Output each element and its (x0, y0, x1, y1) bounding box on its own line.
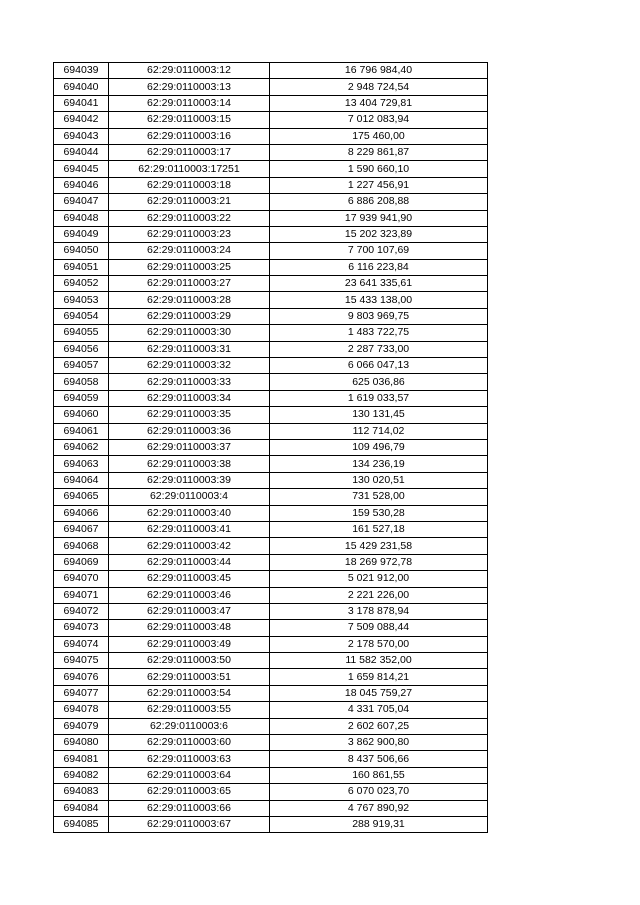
cadastral-value-cell: 1 483 722,75 (270, 325, 488, 341)
cadastral-number-cell: 62:29:0110003:40 (109, 505, 270, 521)
cadastral-number-cell: 62:29:0110003:22 (109, 210, 270, 226)
row-number-cell: 694067 (54, 521, 109, 537)
table-row (54, 653, 488, 669)
table-row (54, 374, 488, 390)
row-number-cell: 694074 (54, 636, 109, 652)
cadastral-number-cell: 62:29:0110003:64 (109, 767, 270, 783)
table-row (54, 767, 488, 783)
row-number-cell: 694077 (54, 685, 109, 701)
cadastral-number-cell: 62:29:0110003:39 (109, 472, 270, 488)
cadastral-value-cell: 4 767 890,92 (270, 800, 488, 816)
cadastral-number-cell: 62:29:0110003:44 (109, 554, 270, 570)
row-number-cell: 694054 (54, 308, 109, 324)
row-number-cell: 694070 (54, 571, 109, 587)
row-number-cell: 694072 (54, 603, 109, 619)
cadastral-value-cell: 112 714,02 (270, 423, 488, 439)
cadastral-value-cell: 134 236,19 (270, 456, 488, 472)
table-row (54, 423, 488, 439)
cadastral-value-cell: 3 862 900,80 (270, 735, 488, 751)
table-body (54, 63, 488, 833)
cadastral-value-cell: 7 012 083,94 (270, 112, 488, 128)
cadastral-value-cell: 15 429 231,58 (270, 538, 488, 554)
table-row (54, 505, 488, 521)
row-number-cell: 694066 (54, 505, 109, 521)
cadastral-number-cell: 62:29:0110003:4 (109, 489, 270, 505)
row-number-cell: 694052 (54, 276, 109, 292)
cadastral-value-cell: 159 530,28 (270, 505, 488, 521)
cadastral-number-cell: 62:29:0110003:46 (109, 587, 270, 603)
table-row (54, 489, 488, 505)
cadastral-number-cell: 62:29:0110003:17 (109, 144, 270, 160)
table-row (54, 472, 488, 488)
row-number-cell: 694084 (54, 800, 109, 816)
cadastral-number-cell: 62:29:0110003:21 (109, 194, 270, 210)
cadastral-value-cell: 1 619 033,57 (270, 390, 488, 406)
row-number-cell: 694051 (54, 259, 109, 275)
cadastral-number-cell: 62:29:0110003:47 (109, 603, 270, 619)
cadastral-value-cell: 8 437 506,66 (270, 751, 488, 767)
row-number-cell: 694061 (54, 423, 109, 439)
table-row (54, 669, 488, 685)
row-number-cell: 694047 (54, 194, 109, 210)
row-number-cell: 694055 (54, 325, 109, 341)
row-number-cell: 694078 (54, 702, 109, 718)
row-number-cell: 694064 (54, 472, 109, 488)
cadastral-value-cell: 625 036,86 (270, 374, 488, 390)
table-row (54, 325, 488, 341)
cadastral-number-cell: 62:29:0110003:13 (109, 79, 270, 95)
row-number-cell: 694080 (54, 735, 109, 751)
row-number-cell: 694048 (54, 210, 109, 226)
table-row (54, 95, 488, 111)
cadastral-number-cell: 62:29:0110003:30 (109, 325, 270, 341)
cadastral-number-cell: 62:29:0110003:34 (109, 390, 270, 406)
table-row (54, 112, 488, 128)
row-number-cell: 694049 (54, 226, 109, 242)
cadastral-number-cell: 62:29:0110003:17251 (109, 161, 270, 177)
table-row (54, 341, 488, 357)
table-row (54, 439, 488, 455)
cadastral-number-cell: 62:29:0110003:45 (109, 571, 270, 587)
table-row (54, 358, 488, 374)
cadastral-number-cell: 62:29:0110003:60 (109, 735, 270, 751)
cadastral-value-cell: 2 602 607,25 (270, 718, 488, 734)
table-row (54, 63, 488, 79)
cadastral-value-cell: 17 939 941,90 (270, 210, 488, 226)
cadastral-value-cell: 161 527,18 (270, 521, 488, 537)
table-row (54, 128, 488, 144)
table-row (54, 636, 488, 652)
table-row (54, 292, 488, 308)
cadastral-number-cell: 62:29:0110003:28 (109, 292, 270, 308)
cadastral-value-cell: 6 070 023,70 (270, 784, 488, 800)
row-number-cell: 694063 (54, 456, 109, 472)
cadastral-number-cell: 62:29:0110003:32 (109, 358, 270, 374)
cadastral-number-cell: 62:29:0110003:25 (109, 259, 270, 275)
row-number-cell: 694065 (54, 489, 109, 505)
cadastral-number-cell: 62:29:0110003:31 (109, 341, 270, 357)
row-number-cell: 694046 (54, 177, 109, 193)
row-number-cell: 694059 (54, 390, 109, 406)
row-number-cell: 694071 (54, 587, 109, 603)
cadastral-value-cell: 23 641 335,61 (270, 276, 488, 292)
table-row (54, 571, 488, 587)
cadastral-value-cell: 2 178 570,00 (270, 636, 488, 652)
table-row (54, 308, 488, 324)
table-row (54, 276, 488, 292)
row-number-cell: 694050 (54, 243, 109, 259)
cadastral-number-cell: 62:29:0110003:41 (109, 521, 270, 537)
cadastral-value-cell: 1 590 660,10 (270, 161, 488, 177)
table-row (54, 538, 488, 554)
cadastral-value-cell: 2 948 724,54 (270, 79, 488, 95)
cadastral-number-cell: 62:29:0110003:37 (109, 439, 270, 455)
table-row (54, 800, 488, 816)
row-number-cell: 694075 (54, 653, 109, 669)
table-row (54, 603, 488, 619)
cadastral-value-cell: 8 229 861,87 (270, 144, 488, 160)
cadastral-value-cell: 6 116 223,84 (270, 259, 488, 275)
cadastral-value-cell: 4 331 705,04 (270, 702, 488, 718)
table-row (54, 554, 488, 570)
cadastral-number-cell: 62:29:0110003:29 (109, 308, 270, 324)
cadastral-number-cell: 62:29:0110003:35 (109, 407, 270, 423)
cadastral-number-cell: 62:29:0110003:14 (109, 95, 270, 111)
row-number-cell: 694057 (54, 358, 109, 374)
cadastral-value-cell: 175 460,00 (270, 128, 488, 144)
cadastral-number-cell: 62:29:0110003:15 (109, 112, 270, 128)
cadastral-number-cell: 62:29:0110003:36 (109, 423, 270, 439)
row-number-cell: 694053 (54, 292, 109, 308)
table-row (54, 79, 488, 95)
cadastral-value-cell: 1 659 814,21 (270, 669, 488, 685)
table-row (54, 685, 488, 701)
row-number-cell: 694076 (54, 669, 109, 685)
table-row (54, 620, 488, 636)
row-number-cell: 694040 (54, 79, 109, 95)
cadastral-value-table (53, 62, 488, 833)
cadastral-value-cell: 15 202 323,89 (270, 226, 488, 242)
row-number-cell: 694081 (54, 751, 109, 767)
cadastral-number-cell: 62:29:0110003:67 (109, 816, 270, 832)
cadastral-number-cell: 62:29:0110003:27 (109, 276, 270, 292)
table-row (54, 784, 488, 800)
cadastral-value-cell: 11 582 352,00 (270, 653, 488, 669)
table-row (54, 718, 488, 734)
row-number-cell: 694068 (54, 538, 109, 554)
cadastral-value-cell: 7 700 107,69 (270, 243, 488, 259)
table-row (54, 161, 488, 177)
cadastral-value-cell: 16 796 984,40 (270, 63, 488, 79)
row-number-cell: 694085 (54, 816, 109, 832)
row-number-cell: 694082 (54, 767, 109, 783)
row-number-cell: 694056 (54, 341, 109, 357)
cadastral-number-cell: 62:29:0110003:65 (109, 784, 270, 800)
cadastral-number-cell: 62:29:0110003:18 (109, 177, 270, 193)
cadastral-value-cell: 13 404 729,81 (270, 95, 488, 111)
row-number-cell: 694039 (54, 63, 109, 79)
row-number-cell: 694060 (54, 407, 109, 423)
row-number-cell: 694083 (54, 784, 109, 800)
cadastral-value-cell: 18 045 759,27 (270, 685, 488, 701)
cadastral-value-cell: 15 433 138,00 (270, 292, 488, 308)
cadastral-number-cell: 62:29:0110003:42 (109, 538, 270, 554)
cadastral-value-cell: 18 269 972,78 (270, 554, 488, 570)
table-row (54, 390, 488, 406)
cadastral-value-cell: 2 287 733,00 (270, 341, 488, 357)
table-row (54, 521, 488, 537)
cadastral-number-cell: 62:29:0110003:38 (109, 456, 270, 472)
table-row (54, 243, 488, 259)
cadastral-value-cell: 130 020,51 (270, 472, 488, 488)
cadastral-value-cell: 9 803 969,75 (270, 308, 488, 324)
cadastral-number-cell: 62:29:0110003:50 (109, 653, 270, 669)
cadastral-value-cell: 5 021 912,00 (270, 571, 488, 587)
cadastral-number-cell: 62:29:0110003:63 (109, 751, 270, 767)
table-row (54, 210, 488, 226)
cadastral-value-cell: 288 919,31 (270, 816, 488, 832)
cadastral-number-cell: 62:29:0110003:6 (109, 718, 270, 734)
row-number-cell: 694042 (54, 112, 109, 128)
table-row (54, 456, 488, 472)
row-number-cell: 694041 (54, 95, 109, 111)
row-number-cell: 694079 (54, 718, 109, 734)
cadastral-value-cell: 109 496,79 (270, 439, 488, 455)
table-row (54, 702, 488, 718)
row-number-cell: 694043 (54, 128, 109, 144)
cadastral-value-cell: 6 066 047,13 (270, 358, 488, 374)
row-number-cell: 694062 (54, 439, 109, 455)
cadastral-number-cell: 62:29:0110003:16 (109, 128, 270, 144)
cadastral-number-cell: 62:29:0110003:12 (109, 63, 270, 79)
row-number-cell: 694069 (54, 554, 109, 570)
cadastral-value-cell: 7 509 088,44 (270, 620, 488, 636)
cadastral-number-cell: 62:29:0110003:55 (109, 702, 270, 718)
table-row (54, 144, 488, 160)
table-row (54, 735, 488, 751)
row-number-cell: 694073 (54, 620, 109, 636)
row-number-cell: 694058 (54, 374, 109, 390)
table-row (54, 177, 488, 193)
cadastral-number-cell: 62:29:0110003:51 (109, 669, 270, 685)
table-row (54, 226, 488, 242)
cadastral-number-cell: 62:29:0110003:48 (109, 620, 270, 636)
table-row (54, 587, 488, 603)
table-row (54, 407, 488, 423)
cadastral-value-cell: 160 861,55 (270, 767, 488, 783)
cadastral-value-cell: 130 131,45 (270, 407, 488, 423)
cadastral-number-cell: 62:29:0110003:49 (109, 636, 270, 652)
cadastral-value-cell: 731 528,00 (270, 489, 488, 505)
cadastral-number-cell: 62:29:0110003:24 (109, 243, 270, 259)
cadastral-value-cell: 6 886 208,88 (270, 194, 488, 210)
cadastral-value-cell: 1 227 456,91 (270, 177, 488, 193)
table-row (54, 816, 488, 832)
table-row (54, 259, 488, 275)
cadastral-number-cell: 62:29:0110003:54 (109, 685, 270, 701)
table-row (54, 751, 488, 767)
table-row (54, 194, 488, 210)
cadastral-value-cell: 2 221 226,00 (270, 587, 488, 603)
cadastral-value-cell: 3 178 878,94 (270, 603, 488, 619)
row-number-cell: 694044 (54, 144, 109, 160)
cadastral-number-cell: 62:29:0110003:66 (109, 800, 270, 816)
row-number-cell: 694045 (54, 161, 109, 177)
cadastral-number-cell: 62:29:0110003:33 (109, 374, 270, 390)
cadastral-number-cell: 62:29:0110003:23 (109, 226, 270, 242)
